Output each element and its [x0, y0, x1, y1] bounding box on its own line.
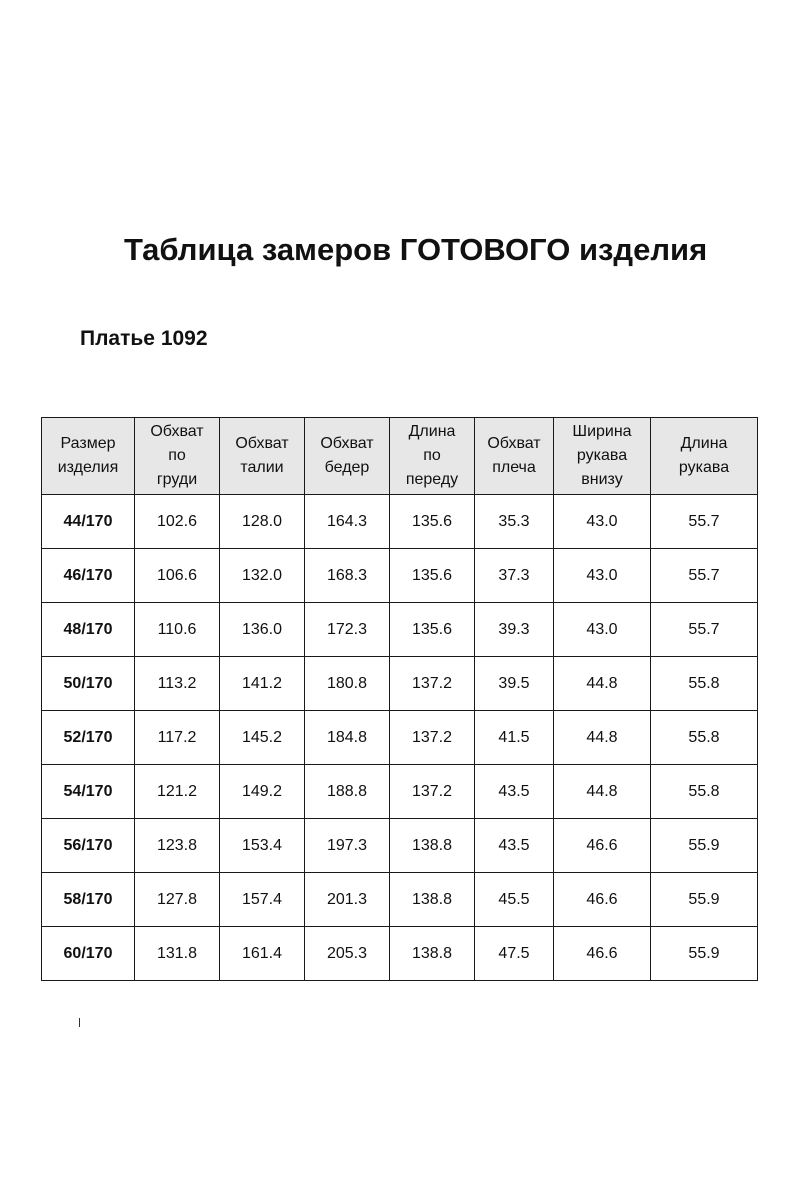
waist-girth-cell: 141.2 [220, 657, 305, 711]
table-row [42, 657, 758, 711]
front-length-cell: 138.8 [390, 927, 475, 981]
header-chest-girth: Обхват по груди [135, 418, 220, 495]
front-length-cell: 137.2 [390, 765, 475, 819]
hip-girth-cell: 172.3 [305, 603, 390, 657]
table-row [42, 495, 758, 549]
header-size: Размер изделия [42, 418, 135, 495]
size-cell: 48/170 [42, 603, 135, 657]
shoulder-girth-cell: 35.3 [475, 495, 554, 549]
waist-girth-cell: 136.0 [220, 603, 305, 657]
table-body [42, 495, 758, 981]
sleeve-width-bottom-cell: 46.6 [554, 927, 651, 981]
hip-girth-cell: 205.3 [305, 927, 390, 981]
table-row [42, 819, 758, 873]
shoulder-girth-cell: 39.3 [475, 603, 554, 657]
hip-girth-cell: 197.3 [305, 819, 390, 873]
hip-girth-cell: 188.8 [305, 765, 390, 819]
shoulder-girth-cell: 43.5 [475, 765, 554, 819]
chest-girth-cell: 131.8 [135, 927, 220, 981]
front-length-cell: 138.8 [390, 819, 475, 873]
size-cell: 60/170 [42, 927, 135, 981]
waist-girth-cell: 149.2 [220, 765, 305, 819]
sleeve-length-cell: 55.8 [651, 657, 758, 711]
sleeve-length-cell: 55.8 [651, 711, 758, 765]
page-title: Таблица замеров ГОТОВОГО изделия [124, 232, 708, 267]
header-row [42, 418, 758, 495]
sleeve-length-cell: 55.7 [651, 549, 758, 603]
size-cell: 46/170 [42, 549, 135, 603]
hip-girth-cell: 184.8 [305, 711, 390, 765]
table-header [42, 418, 758, 495]
waist-girth-cell: 161.4 [220, 927, 305, 981]
waist-girth-cell: 132.0 [220, 549, 305, 603]
table-row [42, 711, 758, 765]
chest-girth-cell: 113.2 [135, 657, 220, 711]
shoulder-girth-cell: 45.5 [475, 873, 554, 927]
hip-girth-cell: 168.3 [305, 549, 390, 603]
sleeve-length-cell: 55.9 [651, 927, 758, 981]
front-length-cell: 135.6 [390, 603, 475, 657]
sleeve-length-cell: 55.9 [651, 873, 758, 927]
table-row [42, 603, 758, 657]
waist-girth-cell: 157.4 [220, 873, 305, 927]
chest-girth-cell: 121.2 [135, 765, 220, 819]
sleeve-width-bottom-cell: 43.0 [554, 603, 651, 657]
header-shoulder-girth: Обхват плеча [475, 418, 554, 495]
sleeve-width-bottom-cell: 46.6 [554, 819, 651, 873]
shoulder-girth-cell: 41.5 [475, 711, 554, 765]
stray-mark [79, 1018, 80, 1027]
sleeve-width-bottom-cell: 43.0 [554, 495, 651, 549]
sleeve-length-cell: 55.9 [651, 819, 758, 873]
size-cell: 56/170 [42, 819, 135, 873]
shoulder-girth-cell: 39.5 [475, 657, 554, 711]
chest-girth-cell: 123.8 [135, 819, 220, 873]
header-sleeve-width-bottom: Ширина рукава внизу [554, 418, 651, 495]
shoulder-girth-cell: 37.3 [475, 549, 554, 603]
shoulder-girth-cell: 47.5 [475, 927, 554, 981]
size-chart-table [41, 417, 758, 981]
sleeve-width-bottom-cell: 43.0 [554, 549, 651, 603]
waist-girth-cell: 145.2 [220, 711, 305, 765]
table-row [42, 873, 758, 927]
chest-girth-cell: 106.6 [135, 549, 220, 603]
front-length-cell: 137.2 [390, 711, 475, 765]
sleeve-length-cell: 55.7 [651, 603, 758, 657]
chest-girth-cell: 110.6 [135, 603, 220, 657]
size-cell: 54/170 [42, 765, 135, 819]
size-cell: 50/170 [42, 657, 135, 711]
size-cell: 58/170 [42, 873, 135, 927]
table-row [42, 927, 758, 981]
shoulder-girth-cell: 43.5 [475, 819, 554, 873]
sleeve-length-cell: 55.7 [651, 495, 758, 549]
front-length-cell: 138.8 [390, 873, 475, 927]
waist-girth-cell: 153.4 [220, 819, 305, 873]
size-cell: 44/170 [42, 495, 135, 549]
sleeve-width-bottom-cell: 46.6 [554, 873, 651, 927]
table-row [42, 549, 758, 603]
waist-girth-cell: 128.0 [220, 495, 305, 549]
table-row [42, 765, 758, 819]
size-cell: 52/170 [42, 711, 135, 765]
hip-girth-cell: 180.8 [305, 657, 390, 711]
sleeve-width-bottom-cell: 44.8 [554, 765, 651, 819]
chest-girth-cell: 117.2 [135, 711, 220, 765]
sleeve-width-bottom-cell: 44.8 [554, 657, 651, 711]
sleeve-width-bottom-cell: 44.8 [554, 711, 651, 765]
front-length-cell: 137.2 [390, 657, 475, 711]
chest-girth-cell: 127.8 [135, 873, 220, 927]
sleeve-length-cell: 55.8 [651, 765, 758, 819]
header-front-length: Длина по переду [390, 418, 475, 495]
product-title: Платье 1092 [80, 327, 208, 350]
header-waist-girth: Обхват талии [220, 418, 305, 495]
front-length-cell: 135.6 [390, 495, 475, 549]
chest-girth-cell: 102.6 [135, 495, 220, 549]
header-sleeve-length: Длина рукава [651, 418, 758, 495]
header-hip-girth: Обхват бедер [305, 418, 390, 495]
hip-girth-cell: 164.3 [305, 495, 390, 549]
hip-girth-cell: 201.3 [305, 873, 390, 927]
front-length-cell: 135.6 [390, 549, 475, 603]
